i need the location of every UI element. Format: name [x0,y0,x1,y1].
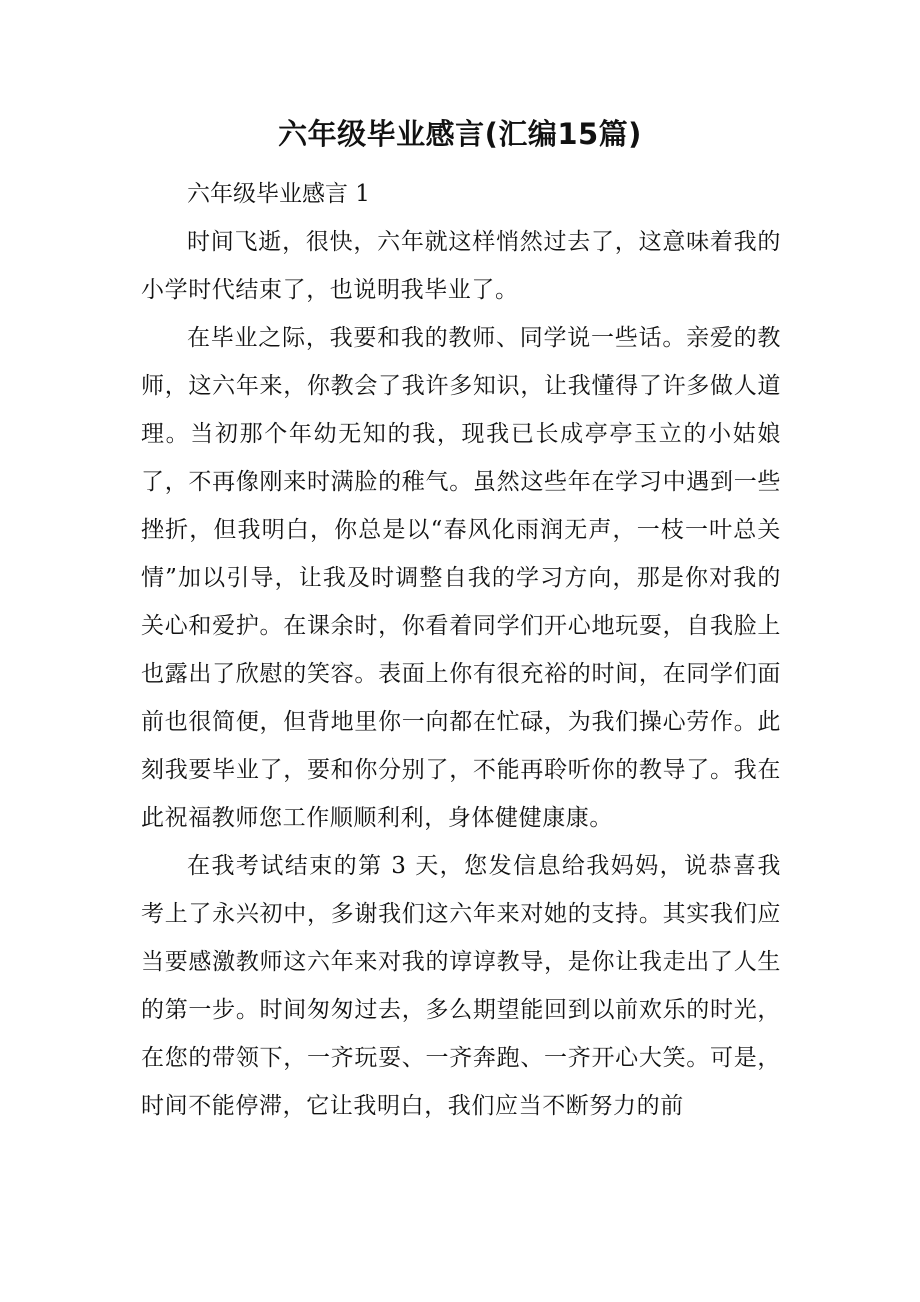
paragraph-2: 在毕业之际，我要和我的教师、同学说一些话。亲爱的教师，这六年来，你教会了我许多知识，让我懂得了许多做人道理。当初那个年幼无知的我，现我已长成亭亭玉立的小姑娘了，不再像刚来时满脸的稚气。虽然这些年在学习中遇到一些挫折，但我明白，你总是以“春风化雨润无声，一枝一叶总关情”加以引导，让我及时调整自我的学习方向，那是你对我的关心和爱护。在课余时，你看着同学们开心地玩耍，自我脸上也露出了欣慰的笑容。表面上你有很充裕的时间，在同学们面前也很简便，但背地里你一向都在忙碌，为我们操心劳作。此刻我要毕业了，要和你分别了，不能再聆听你的教导了。我在此祝福教师您工作顺顺利利，身体健健康康。 [141,325,781,831]
document-body [141,170,781,1130]
section-heading: 六年级毕业感言 1 [187,181,370,207]
paragraph-1: 时间飞逝，很快，六年就这样悄然过去了，这意味着我的小学时代结束了，也说明我毕业了。 [141,229,781,303]
paragraph-3: 在我考试结束的第 3 天，您发信息给我妈妈，说恭喜我考上了永兴初中，多谢我们这六年来对她的支持。其实我们应当要感激教师这六年来对我的谆谆教导，是你让我走出了人生的第一步。时间匆匆过去，多么期望能回到以前欢乐的时光，在您的带领下，一齐玩耍、一齐奔跑、一齐开心大笑。可是，时间不能停滞，它让我明白，我们应当不断努力的前 [141,853,781,1119]
document-title: 六年级毕业感言(汇编15篇) [278,117,642,151]
